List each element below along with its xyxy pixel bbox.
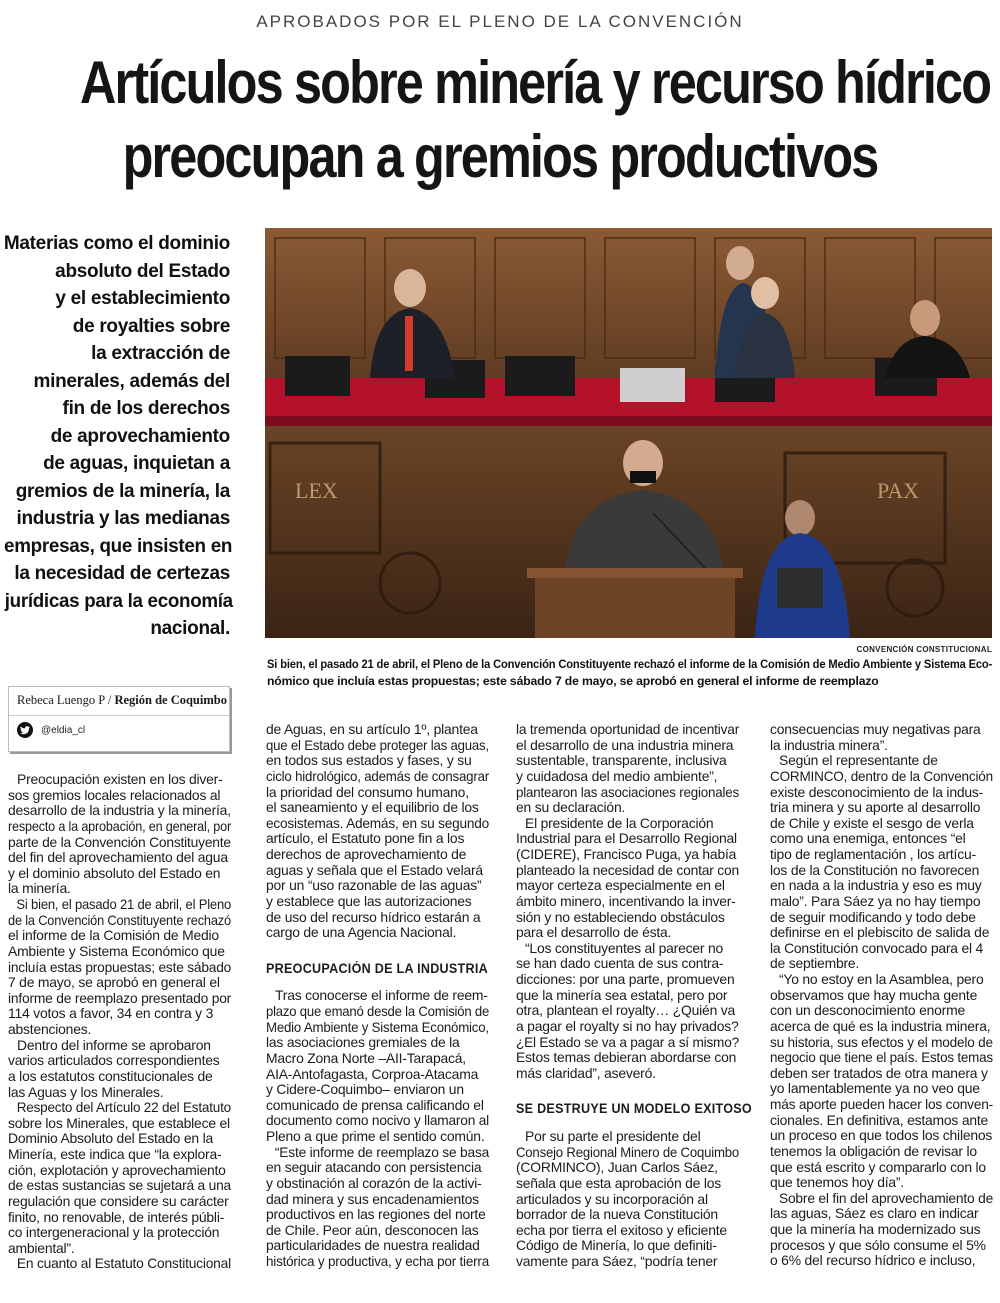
body-text-line: un proceso en que todos los chilenos	[770, 1127, 993, 1144]
body-text-line: su historia, sus efectos y el modelo de	[770, 1033, 993, 1050]
headline	[80, 46, 991, 194]
body-text-line: la industria minera”.	[770, 736, 888, 753]
body-text-line: varios articulados correspondientes	[8, 1052, 220, 1069]
body-text-line: planteado la necesidad de contar con	[516, 861, 740, 878]
body-text-line: de Aguas, en su artículo 1º, plantea	[266, 721, 478, 737]
body-text-line: ámbito minero, incentivando la inver-	[516, 892, 736, 909]
body-text-line: En cuanto al Estatuto Constitucional	[16, 1255, 231, 1272]
body-text-line: por un “uso razonable de las aguas”	[266, 877, 482, 894]
body-text-line: desarrollo de la industria y la minería,	[8, 802, 231, 819]
body-text-line: articulados y su incorporación al	[516, 1190, 708, 1207]
wall-text-lex: LEX	[295, 478, 338, 503]
body-text-line: ciclo hidrológico, además de consagrar	[266, 767, 490, 784]
lede-line: empresas, que insisten en	[4, 535, 233, 557]
body-text-line: ambiental”.	[8, 1239, 75, 1256]
body-text-line: cionales. En definitiva, estamos ante	[770, 1111, 989, 1128]
twitter-handle[interactable]: @eldia_cl	[41, 724, 86, 736]
body-text-line: “Yo no estoy en la Asamblea, pero	[779, 971, 984, 987]
body-text-line: Si bien, el pasado 21 de abril, el Pleno	[16, 896, 232, 912]
byline-separator: /	[104, 693, 115, 707]
body-text-line: que la minería ha modernizado sus	[770, 1221, 981, 1237]
body-text-line: histórica y productiva, y echa por tierra	[266, 1253, 490, 1269]
body-text-line: la prioridad del consumo humano,	[266, 783, 469, 800]
body-text-line: Código de Minería, lo que definiti-	[516, 1237, 717, 1254]
photo-caption	[267, 656, 992, 690]
body-text-line: Por su parte el presidente del	[525, 1128, 701, 1144]
lede-line: nacional.	[150, 618, 230, 639]
body-text-line: echa por tierra el exitoso y eficiente	[516, 1221, 727, 1238]
body-text-line: la Constitución convocado para el 4	[770, 939, 984, 956]
body-text-line: El presidente de la Corporación	[525, 814, 714, 831]
lede-line: fin de los derechos	[62, 398, 230, 419]
body-text-line: existe desconocimiento de la indus-	[770, 783, 984, 800]
article-column-1	[8, 772, 231, 1272]
body-text-line: aguas y señala que el Estado velará	[266, 861, 483, 878]
body-text-line: (CORMINCO), Juan Carlos Sáez,	[516, 1159, 718, 1176]
body-text-line: sión y no estableciendo obstáculos	[516, 908, 725, 925]
body-text-line: y Cidere-Coquimbo– enviaron un	[266, 1081, 464, 1098]
body-text-line: el desarrollo de una industria minera	[516, 736, 734, 753]
body-text-line: de estas sustancias se sujetará a una	[8, 1177, 232, 1194]
section-subhead: SE DESTRUYE UN MODELO EXITOSO	[516, 1101, 752, 1117]
headline-line-1: Artículos sobre minería y recurso hídrico	[80, 49, 991, 116]
body-text-line: Ambiente y Sistema Económico que	[8, 942, 225, 959]
lede-line: gremios de la minería, la	[15, 480, 230, 502]
lede-line: industria y las medianas	[16, 508, 230, 529]
body-text-line: Macro Zona Norte –AII-Tarapacá,	[266, 1049, 466, 1066]
body-text-line: sobre los Minerales, que establece el	[8, 1114, 230, 1131]
body-text-line: CORMINCO, dentro de la Convención	[770, 767, 993, 784]
body-text-line: particularidades de nuestra realidad	[266, 1237, 480, 1254]
body-text-line: a pagar el royalty si no hay privados?	[516, 1017, 739, 1034]
body-text-line: de seguir modificando y todo debe	[770, 908, 976, 925]
body-text-line: borrador de la nueva Constitución	[516, 1206, 718, 1223]
body-text-line: más aporte pueden hacer los conven-	[770, 1096, 994, 1112]
article-column-3	[516, 721, 752, 1270]
body-text-line: tipo de reglamentación , los artícu-	[770, 846, 976, 862]
lede-line: minerales, además del	[33, 370, 230, 392]
lede-line: y el establecimiento	[55, 288, 230, 309]
wall-text-pax: PAX	[877, 478, 919, 503]
body-text-line: la minería.	[8, 880, 71, 897]
body-text-line: que tenemos hoy día”.	[770, 1174, 905, 1191]
author-name: Rebeca Luengo P	[17, 693, 105, 707]
body-text-line: ción, explotación y aprovechamiento	[8, 1161, 226, 1178]
section-subhead: PREOCUPACIÓN DE LA INDUSTRIA	[266, 960, 488, 976]
lede-line: de royalties sobre	[72, 315, 230, 337]
body-text-line: tria minera y su aporte al desarrollo	[770, 799, 981, 816]
kicker: APROBADOS POR EL PLENO DE LA CONVENCIÓN	[256, 12, 744, 31]
body-text-line: procesos y que sólo consume el 5%	[770, 1236, 986, 1253]
article-column-2	[266, 722, 489, 1270]
body-text-line: ¿El Estado se va a pagar a sí mismo?	[516, 1033, 739, 1050]
body-text-line: Preocupación existen en los diver-	[17, 771, 223, 787]
body-text-line: negocio que tiene el país. Estos temas	[770, 1049, 993, 1066]
body-text-line: tenemos la obligación de revisar lo	[770, 1142, 977, 1159]
body-text-line: “Este informe de reemplazo se basa	[274, 1143, 490, 1160]
body-text-line: regulación que considere su carácter	[8, 1192, 229, 1209]
body-text-line: Tras conocerse el informe de reem-	[275, 987, 488, 1004]
body-text-line: co intergeneracional y la protección	[8, 1224, 220, 1241]
lede-line: de aguas, inquietan a	[43, 453, 230, 474]
photo-credit: CONVENCIÓN CONSTITUCIONAL	[856, 645, 992, 654]
body-text-line: Estos temas debieran abordarse con	[516, 1049, 737, 1066]
body-text-line: en seguir atacando con persistencia	[266, 1159, 482, 1176]
body-text-line: derechos de aprovechamiento de	[266, 846, 467, 862]
region-name: Región de Coquimbo	[114, 693, 227, 707]
body-text-line: los de la Constitución no favorecen	[770, 861, 980, 878]
body-text-line: se han dado cuenta de sus contra-	[516, 955, 724, 972]
body-text-line: ecosistemas. Además, en su segundo	[266, 814, 490, 831]
body-text-line: o 6% del recurso hídrico e incluso,	[770, 1252, 976, 1269]
body-text-line: incluía estas propuestas; este sábado	[8, 958, 232, 975]
body-text-line: como una enemiga, entonces “el	[770, 830, 966, 847]
body-text-line: deben ser tratados de otra manera y	[770, 1064, 988, 1081]
body-text-line: consecuencias muy negativas para	[770, 721, 981, 737]
body-text-line: AIA-Antofagasta, Corproa-Atacama	[266, 1065, 479, 1082]
body-text-line: de Chile y existe el sesgo de verla	[770, 814, 974, 831]
body-text-line: las aguas, Sáez es claro en indicar	[770, 1205, 979, 1222]
body-text-line: Según el representante de	[779, 752, 938, 769]
body-text-line: definirse en el plebiscito de salida de	[770, 924, 990, 941]
body-text-line: de uso del recurso hídrico estarán a	[266, 908, 481, 925]
body-text-line: y cuidadosa del medio ambiente”,	[516, 767, 718, 784]
body-text-line: productivos en las regiones del norte	[266, 1206, 486, 1223]
body-text-line: en su declaración.	[516, 799, 626, 816]
body-text-line: en todos sus estados y fases, y su	[266, 752, 472, 769]
body-text-line: Dominio Absoluto del Estado en la	[8, 1130, 213, 1147]
lede-line: Materias como el dominio	[3, 233, 230, 254]
body-text-line: para el desarrollo de ésta.	[516, 924, 672, 941]
body-text-line: en nada a la industria y eso es muy	[770, 877, 982, 894]
body-text-line: Pleno a que prime el sentido común.	[266, 1128, 485, 1144]
body-text-line: y el dominio absoluto del Estado en	[8, 864, 221, 881]
headline-line-2: preocupan a gremios productivos	[122, 123, 878, 190]
body-text-line: Minería, este indica que “la explora-	[8, 1146, 222, 1162]
body-text-line: el saneamiento y el equilibrio de los	[266, 799, 479, 816]
body-text-line: Sobre el fin del aprovechamiento de	[778, 1189, 994, 1206]
body-text-line: de septiembre.	[770, 955, 860, 972]
body-text-line: sos gremios locales relacionados al	[8, 786, 221, 803]
body-text-line: “Los constituyentes al parecer no	[525, 939, 724, 956]
body-text-line: de la Convención Constituyente rechazó	[8, 911, 231, 928]
body-text-line: comunicado de prensa calificando el	[266, 1096, 484, 1113]
body-text-line: más claridad”, aseveró.	[516, 1064, 656, 1081]
body-text-line: las asociaciones gremiales de la	[266, 1034, 460, 1051]
lede-summary	[2, 230, 233, 643]
body-text-line: a los estatutos constitucionales de	[8, 1067, 213, 1084]
body-text-line: 7 de mayo, se aprobó en general el	[8, 974, 220, 991]
caption-line: Si bien, el pasado 21 de abril, el Pleno de la Convención Constituyente rechazó el informe de la Comisión de Medio Ambiente y Sistema Eco-	[267, 657, 993, 671]
body-text-line: abstenciones.	[8, 1021, 92, 1037]
body-text-line: dad minera y sus encadenamientos	[266, 1190, 479, 1207]
byline-box	[8, 686, 230, 752]
body-text-line: y establece que las autorizaciones	[266, 892, 472, 909]
body-text-line: Respecto del Artículo 22 del Estatuto	[16, 1099, 231, 1116]
lede-line: la necesidad de certezas	[14, 563, 230, 584]
body-text-line: Dentro del informe se aprobaron	[17, 1036, 211, 1053]
body-text-line: Industrial para el Desarrollo Regional	[516, 830, 737, 847]
body-text-line: con un desconocimiento enorme	[770, 1002, 965, 1019]
body-text-line: vamente para Sáez, “podría tener	[516, 1253, 718, 1269]
body-text-line: de Chile. Peor aún, desconocen las	[266, 1221, 479, 1238]
body-text-line: plazo que emanó desde la Comisión de	[266, 1003, 490, 1019]
body-text-line: yo lamentablemente ya no veo que	[770, 1080, 980, 1097]
body-text-line: otra, plantean el royalty… ¿Quién va	[516, 1002, 736, 1019]
body-text-line: plantearon las asociaciones regionales	[516, 783, 739, 800]
body-text-line: la tremenda oportunidad de incentivar	[516, 721, 740, 737]
body-text-line: sustentable, transparente, inclusiva	[516, 752, 727, 769]
body-text-line: mayor certeza especialmente en el	[516, 877, 725, 894]
body-text-line: acerca de qué es la industria minera,	[770, 1017, 991, 1034]
lede-line: absoluto del Estado	[55, 260, 230, 282]
twitter-icon[interactable]	[17, 722, 33, 738]
body-text-line: artículo, el Estatuto pone fin a los	[266, 830, 465, 847]
body-text-line: documento como nocivo y llamaron al	[266, 1112, 490, 1129]
body-text-line: respecto a la aprobación, en general, por	[8, 817, 232, 834]
lede-line: jurídicas para la economía	[4, 590, 233, 612]
news-photo	[265, 228, 992, 638]
body-text-line: malo”. Para Sáez ya no hay tiempo	[770, 892, 981, 909]
body-text-line: las Aguas y los Minerales.	[8, 1083, 164, 1100]
body-text-line: parte de la Convención Constituyente	[8, 833, 231, 850]
body-text-line: el informe de la Comisión de Medio	[8, 927, 219, 944]
body-text-line: 114 votos a favor, 34 en contra y 3	[8, 1005, 214, 1022]
photo-illustration	[265, 228, 992, 638]
body-text-line: del fin del aprovechamiento del agua	[8, 849, 228, 866]
caption-line: nómico que incluía estas propuestas; este sábado 7 de mayo, se aprobó en general el informe de reemplazo	[267, 674, 879, 688]
body-text-line: Medio Ambiente y Sistema Económico,	[266, 1018, 489, 1035]
body-text-line: finito, no renovable, de interés públi-	[8, 1208, 225, 1225]
body-text-line: que el Estado debe proteger las aguas,	[266, 736, 489, 753]
body-text-line: que está escrito y compararlo con lo	[770, 1158, 986, 1175]
article-column-4	[770, 722, 993, 1269]
body-text-line: cargo de una Agencia Nacional.	[266, 924, 457, 941]
body-text-line: dicciones: por una parte, promueven	[516, 971, 735, 987]
byline-author-row	[9, 687, 229, 716]
lede-line: de aprovechamiento	[50, 425, 230, 447]
body-text-line: observamos que hay mucha gente	[770, 986, 978, 1003]
body-text-line: que la minería sea estatal, pero por	[516, 986, 728, 1003]
body-text-line: Consejo Regional Minero de Coquimbo	[516, 1143, 739, 1160]
body-text-line: informe de reemplazo presentado por	[8, 989, 232, 1006]
byline-social-row	[9, 716, 229, 744]
lede-line: la extracción de	[91, 343, 230, 364]
body-text-line: (CIDERE), Francisco Puga, ya había	[516, 846, 737, 862]
body-text-line: señala que esta aprobación de los	[516, 1174, 722, 1191]
body-text-line: y obstinación al corazón de la activi-	[266, 1174, 482, 1191]
